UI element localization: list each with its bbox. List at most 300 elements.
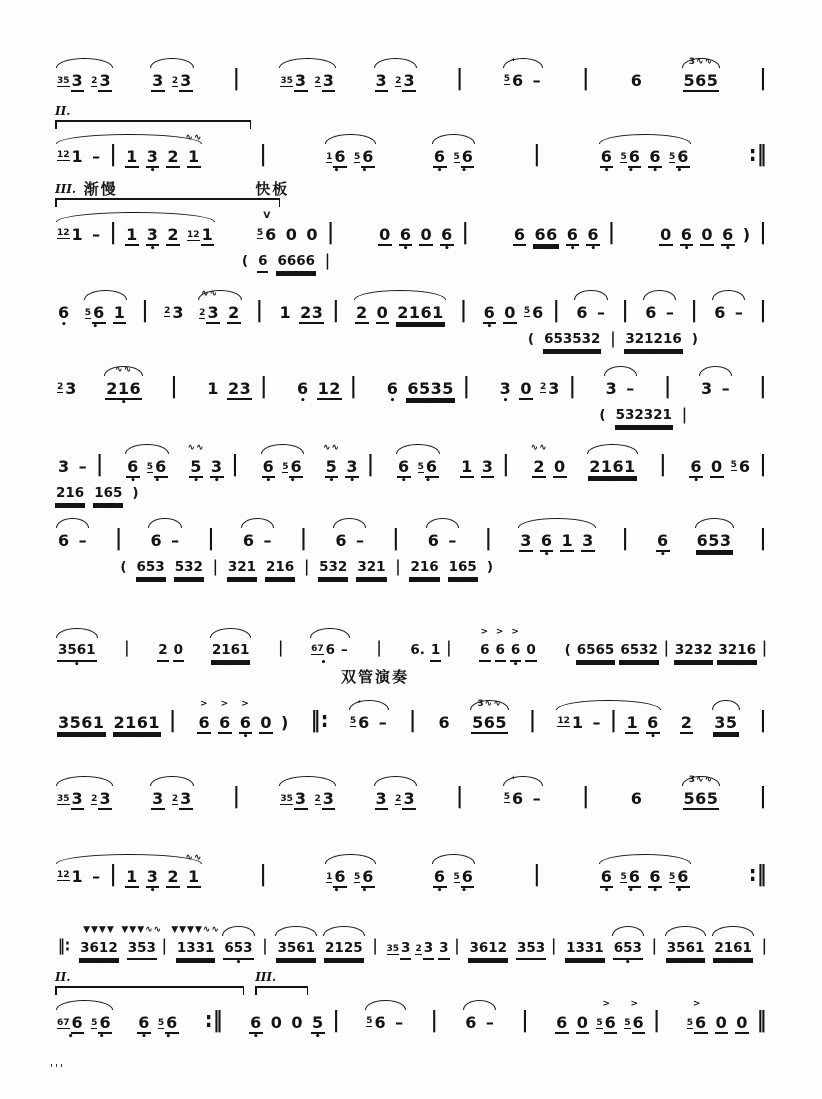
note-text: 6 [628, 867, 641, 886]
note-text: 6 [138, 1013, 150, 1032]
note [731, 444, 752, 501]
barline [652, 1000, 661, 1055]
note-text: | [533, 141, 541, 167]
notation-row [55, 926, 770, 983]
note-group [756, 366, 769, 421]
octave-dot: • [711, 550, 717, 560]
octave-dot: • [624, 958, 631, 968]
note-text: 532321 [615, 406, 673, 427]
slur-group [221, 926, 255, 983]
ornament: ∿∿ [201, 289, 219, 299]
note-group [562, 628, 770, 685]
octave-dot: • [461, 886, 467, 896]
ornamental-run [598, 404, 687, 436]
note-text: – [597, 303, 606, 322]
grace-note: 35 [280, 76, 293, 86]
slur-group [664, 926, 708, 983]
barline [232, 58, 241, 113]
note-text: 3612 [79, 939, 119, 960]
note-text: | [392, 525, 400, 551]
slur-group [681, 58, 722, 115]
note-text: 532 [318, 558, 348, 579]
barline [761, 628, 768, 683]
note-text: 3561 [57, 641, 97, 662]
note [406, 366, 455, 423]
note [270, 1000, 284, 1057]
note-text: | [232, 783, 241, 809]
note-text: 6 [722, 225, 734, 244]
note-text: 6565 [576, 641, 616, 662]
note-text: 2161 [211, 641, 251, 662]
note-text: ( [564, 642, 571, 658]
note-text: 2 [167, 867, 180, 886]
note [504, 58, 525, 115]
note-text: 2125 [324, 939, 364, 960]
note-group [275, 628, 286, 683]
note-text: ) [486, 559, 493, 575]
octave-dot: • [603, 166, 610, 176]
note-text: | [115, 525, 123, 551]
slur-group [149, 776, 195, 833]
note-text: 1 [71, 225, 84, 244]
note [540, 518, 554, 575]
note-text: 6 [198, 713, 211, 732]
octave-dot: • [425, 476, 431, 486]
barline [141, 290, 150, 345]
note-text: 0 [715, 1013, 728, 1032]
grace-note: 12 [57, 870, 70, 880]
note-text: – [395, 1013, 404, 1032]
grace-note: 35 [280, 794, 293, 804]
note-text: 6 [399, 225, 412, 244]
note-text: 3 [71, 789, 84, 808]
octave-dot: • [277, 577, 283, 587]
slur-group [55, 1000, 114, 1057]
note [311, 1000, 325, 1057]
note-text: 6 [219, 713, 231, 732]
octave-dot: • [628, 886, 634, 896]
note [448, 556, 478, 588]
slur-group [711, 290, 746, 347]
note-text: 6 [239, 713, 252, 732]
note-text: 6 [99, 1013, 112, 1032]
note [419, 212, 433, 269]
octave-dot: • [227, 660, 234, 670]
note [460, 444, 474, 501]
note-text: 6 [358, 713, 370, 732]
slur-group [324, 854, 377, 911]
ornament: > [495, 627, 505, 637]
note-text: 6 [265, 225, 277, 244]
slur-group [55, 776, 114, 833]
note-text: 3 [294, 789, 307, 808]
note-group [135, 1000, 181, 1057]
notation-row [55, 854, 770, 911]
note [433, 134, 447, 191]
slur-group [322, 926, 366, 983]
note-text: | [759, 525, 767, 551]
note [565, 926, 605, 983]
octave-dot: • [569, 244, 576, 254]
grace-note: 5 [91, 1018, 98, 1028]
note-text: 3 [375, 71, 388, 90]
note-text: 3 [700, 379, 713, 398]
note-text: | [262, 936, 268, 956]
note-text: 6 [427, 531, 440, 550]
note [366, 1000, 387, 1057]
note [433, 854, 447, 911]
note-group [759, 926, 770, 981]
note-group [276, 290, 342, 347]
octave-dot: • [436, 166, 443, 176]
barline [445, 628, 452, 683]
note-text: | [484, 525, 493, 551]
slur-group [373, 776, 419, 833]
note-text: 6532 [619, 641, 659, 662]
grace-note: 5 [686, 1018, 693, 1028]
note-text: 3 [152, 71, 164, 90]
note-text: | [207, 525, 215, 551]
note-text: | [759, 707, 767, 733]
note-text: 3 [438, 939, 449, 960]
note-text: 3 [548, 379, 560, 398]
barline [277, 628, 284, 683]
note [464, 1000, 478, 1057]
barline [521, 1000, 530, 1055]
note-text: 0 [376, 303, 389, 322]
note [223, 926, 253, 983]
note-text: 6 [680, 225, 693, 244]
note-text: 2 [533, 457, 546, 476]
note-group [253, 290, 266, 345]
note [481, 444, 495, 501]
tempo-label: 渐慢 [83, 180, 118, 198]
note [296, 366, 310, 423]
note-text: | [462, 373, 471, 399]
music-system-4 [55, 289, 770, 359]
music-system-10 [55, 776, 770, 833]
note-text: 3 [152, 789, 164, 808]
note [624, 328, 682, 360]
note [386, 366, 400, 423]
note [125, 134, 139, 191]
barline [259, 854, 268, 909]
octave-dot: • [427, 398, 434, 408]
note-text: 3232 [674, 641, 714, 662]
barline [324, 250, 331, 282]
note-group [453, 776, 466, 831]
note [588, 444, 637, 501]
note-text: 3 [99, 789, 112, 808]
octave-dot: • [676, 166, 683, 176]
note-text: 2161 [589, 457, 636, 476]
note-text: | [161, 936, 167, 956]
note-group [162, 290, 187, 347]
note [680, 212, 694, 269]
note [57, 518, 71, 575]
slur-group [55, 854, 203, 911]
grace-note: 12 [57, 150, 70, 160]
octave-dot: • [289, 476, 296, 486]
note-text: 3 [172, 303, 185, 322]
slur-group [711, 700, 740, 757]
note-text: 3 [207, 303, 220, 322]
note-group [121, 628, 132, 683]
note-text: 6666 [276, 252, 316, 273]
note [717, 628, 757, 685]
note-text: 653532 [543, 330, 601, 351]
note-text: – [626, 379, 635, 398]
note [566, 212, 580, 269]
barline [204, 1000, 224, 1055]
slur-group [694, 518, 735, 575]
note-text: | [299, 525, 308, 551]
music-system-3 [55, 180, 770, 271]
grace-note: 2 [164, 306, 171, 316]
note-text: 6 [425, 457, 438, 476]
note-group [457, 290, 470, 345]
note-group [230, 58, 243, 113]
parenthesis [486, 556, 494, 588]
note [656, 518, 670, 575]
octave-dot: • [349, 476, 356, 486]
music-system-13 [55, 970, 770, 1057]
octave-dot: • [333, 166, 340, 176]
note [533, 212, 558, 269]
note-text: 1 [71, 867, 84, 886]
note [166, 134, 180, 191]
note-text: – [171, 531, 180, 550]
note-text: 23 [300, 303, 324, 322]
note-group [55, 700, 180, 757]
ornamental-run [241, 250, 331, 282]
octave-dot: • [73, 660, 80, 670]
note-text: 1 [279, 303, 292, 322]
note [173, 628, 184, 685]
note-group [428, 1000, 441, 1055]
note-text: | [454, 936, 460, 956]
note-text: | [664, 373, 672, 399]
note-group [497, 366, 580, 423]
barline [109, 212, 118, 267]
note [354, 854, 375, 911]
section-bracket [55, 198, 280, 207]
notation-row [55, 58, 770, 115]
note [315, 776, 336, 833]
music-system-7 [55, 518, 770, 587]
note-group [376, 212, 472, 269]
note-text: 6 [495, 641, 506, 662]
grace-note: 5 [353, 152, 361, 162]
grace-note: 67 [57, 1018, 70, 1028]
note-text: 6 [510, 641, 521, 662]
barline [430, 1000, 439, 1055]
octave-dot: • [486, 322, 493, 332]
barline [123, 628, 130, 683]
note [394, 1000, 405, 1057]
note-group [370, 926, 381, 981]
note [311, 628, 336, 685]
slur-group [586, 444, 639, 501]
note [713, 290, 727, 347]
note-text: ( [241, 253, 249, 269]
note [600, 854, 614, 911]
music-system-12 [55, 926, 770, 983]
note [322, 443, 341, 501]
note-text: 3 [71, 71, 84, 90]
octave-dot: • [253, 1032, 259, 1042]
note [345, 444, 359, 501]
octave-dot: • [543, 550, 550, 560]
note [418, 444, 439, 501]
note-text: 0 [701, 225, 714, 244]
music-system-11 [55, 854, 770, 911]
note [158, 1000, 179, 1057]
note [172, 58, 193, 115]
barline [759, 58, 768, 113]
note [409, 628, 426, 685]
note-text: 6 [630, 71, 643, 90]
note-text: 321216 [624, 330, 682, 351]
note-text: | [759, 297, 767, 323]
grace-note: 2 [539, 382, 547, 392]
parenthesis [691, 328, 699, 360]
note [91, 212, 102, 269]
slur-group [260, 444, 306, 501]
note-group [155, 628, 186, 685]
note [55, 482, 85, 514]
note-text: | [759, 451, 767, 477]
note-text: | [761, 936, 767, 956]
note [290, 1000, 304, 1057]
note-group [436, 700, 454, 757]
grace-note: 1 [326, 872, 333, 882]
note-group [519, 1000, 532, 1055]
note [211, 628, 251, 685]
barline [161, 926, 168, 981]
note [468, 926, 508, 983]
note [57, 700, 106, 757]
note-text: 2 [167, 147, 180, 166]
note [513, 212, 527, 269]
note [395, 58, 416, 115]
barline [609, 328, 616, 360]
note-text: 321 [356, 558, 386, 579]
slur-group [324, 134, 377, 191]
note-group [757, 58, 770, 113]
note-text: ‖: [310, 707, 329, 733]
note-text: 1 [207, 379, 219, 398]
note [199, 290, 220, 347]
grace-note: 5 [523, 306, 531, 316]
note-group [453, 58, 466, 113]
note-text: | [372, 936, 378, 956]
note [354, 134, 375, 191]
octave-dot: • [60, 320, 67, 330]
note-text: 1 [126, 147, 138, 166]
note-text: | [759, 373, 767, 399]
barline [607, 212, 616, 267]
note [700, 366, 714, 423]
note-text: 6 [433, 867, 446, 886]
parenthesis [527, 328, 535, 360]
barline [303, 556, 310, 588]
note [648, 854, 662, 911]
music-system-1 [55, 58, 770, 115]
grace-note: 2 [395, 794, 402, 804]
note [265, 556, 295, 588]
octave-dot: • [242, 732, 249, 742]
note [620, 854, 641, 911]
note-text: 0 [260, 713, 273, 732]
note-text: | [456, 65, 464, 91]
slur-group [502, 776, 544, 833]
note-text: 3 [346, 457, 358, 476]
octave-dot: • [78, 732, 85, 742]
barline [349, 366, 358, 421]
note-text: 0 [420, 225, 433, 244]
slur-group [209, 628, 253, 685]
note-text: 1 [188, 147, 200, 166]
barline [609, 700, 618, 755]
note-text: 0 [173, 641, 184, 662]
octave-dot: • [120, 398, 127, 408]
note [532, 58, 543, 115]
note-text: 3612 [468, 939, 508, 960]
note-text: | [232, 65, 241, 91]
octave-dot: • [459, 577, 466, 587]
note-text: 3 [322, 71, 335, 90]
note-text: 6 [397, 457, 410, 476]
note-text: | [651, 936, 657, 956]
note-text: ( [120, 559, 127, 575]
note [586, 212, 600, 269]
slur-group [55, 212, 216, 269]
ornament: > [692, 999, 702, 1009]
note [164, 290, 185, 347]
note [376, 290, 390, 347]
note-text: 3 [403, 71, 416, 90]
note [395, 776, 416, 833]
note [659, 212, 673, 269]
note [189, 444, 203, 501]
note-text: 3 [180, 71, 192, 90]
grace-note: 35 [57, 76, 70, 86]
note-text: 1 [113, 303, 126, 322]
note-text: 6 [540, 531, 553, 550]
note-text: 6 [587, 225, 600, 244]
ornament: ∿∿ [185, 853, 203, 863]
note [57, 628, 97, 685]
note-group [628, 58, 646, 115]
note [57, 366, 78, 423]
grace-note: 5 [349, 716, 357, 726]
note-text: 1 [626, 713, 639, 732]
note [560, 518, 574, 575]
note-group [406, 700, 419, 755]
grace-note: 5 [366, 1016, 373, 1026]
note [276, 250, 316, 282]
octave-dot: • [333, 886, 340, 896]
section-label: II. [55, 970, 71, 984]
octave-dot: • [444, 244, 450, 254]
ornament: ▼▼▼▼∿∿ [171, 925, 220, 935]
barline [395, 556, 402, 588]
octave-dot: • [652, 166, 659, 176]
notation-row [55, 700, 770, 757]
note [721, 366, 732, 423]
slur-group [348, 700, 390, 757]
